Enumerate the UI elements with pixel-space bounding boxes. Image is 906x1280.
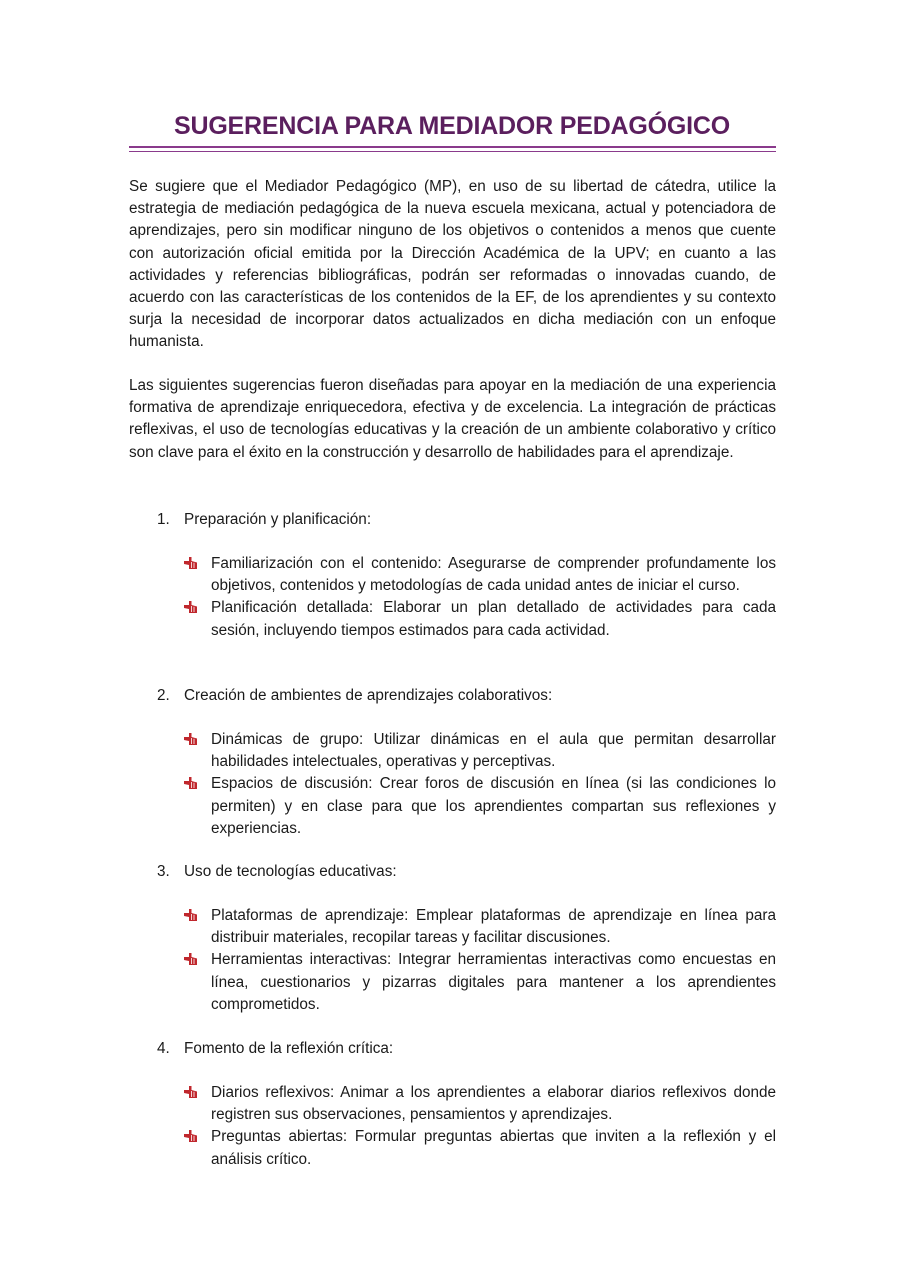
bullet-list (157, 905, 776, 1016)
title-rule-bottom (129, 151, 776, 152)
list-item-text: Preguntas abiertas: Formular preguntas abiertas que inviten a la reflexión y el análisis crítico. (211, 1128, 776, 1168)
list-item (157, 553, 776, 597)
title-rule-top (129, 146, 776, 148)
section-heading (157, 861, 776, 883)
hand-pointer-icon (183, 1085, 198, 1099)
hand-pointer-icon (183, 556, 198, 570)
section-tecnologias (157, 861, 776, 1016)
list-item-text: Espacios de discusión: Crear foros de discusión en línea (si las condiciones lo permiten) y en clase para que los aprendientes compartan sus reflexiones y experiencias. (211, 775, 776, 837)
list-item (157, 729, 776, 773)
hand-pointer-icon (183, 1129, 198, 1143)
list-item (157, 905, 776, 949)
section-reflexion (157, 1038, 776, 1171)
list-item (157, 949, 776, 1016)
list-item-text: Plataformas de aprendizaje: Emplear plataformas de aprendizaje en línea para distribuir materiales, recopilar tareas y facilitar discusiones. (211, 907, 776, 947)
context-paragraph: Las siguientes sugerencias fueron diseñadas para apoyar en la mediación de una experiencia formativa de aprendizaje enriquecedora, efectiva y de excelencia. La integración de prácticas reflexivas, el uso de tecnologías educativas y la creación de un ambiente colaborativo y crítico son clave para el éxito en la construcción y desarrollo de habilidades para el aprendizaje. (129, 377, 776, 461)
section-number: 3. (157, 863, 170, 880)
section-heading (157, 685, 776, 707)
hand-pointer-icon (183, 908, 198, 922)
intro-paragraph: Se sugiere que el Mediador Pedagógico (MP), en uso de su libertad de cátedra, utilice la estrategia de mediación pedagógica de la nueva escuela mexicana, actual y potenciadora de aprendizajes, pero sin modificar ninguno de los objetivos o contenidos a menos que cuente con autorización oficial emitida por la Dirección Académica de la UPV; en cuanto a las actividades y referencias bibliográficas, podrán ser reformadas o innovadas cuando, de acuerdo con las características de los contenidos de la EF, de los aprendientes y su contexto surja la necesidad de incorporar datos actualizados en dicha mediación con un enfoque humanista. (129, 178, 776, 351)
page-title: SUGERENCIA PARA MEDIADOR PEDAGÓGICO (173, 112, 730, 140)
section-title: Fomento de la reflexión crítica: (184, 1040, 394, 1057)
section-heading (157, 509, 776, 531)
section-title: Uso de tecnologías educativas: (184, 863, 397, 880)
section-title: Preparación y planificación: (184, 511, 372, 528)
list-item-text: Familiarización con el contenido: Asegurarse de comprender profundamente los objetivos, contenidos y metodologías de cada unidad antes de iniciar el curso. (211, 555, 776, 595)
list-item-text: Diarios reflexivos: Animar a los aprendientes a elaborar diarios reflexivos donde registren sus observaciones, pensamientos y aprendizajes. (211, 1084, 776, 1124)
list-item-text: Planificación detallada: Elaborar un plan detallado de actividades para cada sesión, incluyendo tiempos estimados para cada actividad. (211, 599, 776, 639)
section-ambientes (157, 685, 776, 840)
list-item-text: Herramientas interactivas: Integrar herramientas interactivas como encuestas en línea, cuestionarios y pizarras digitales para mantener a los aprendientes comprometidos. (211, 951, 776, 1013)
bullet-list (157, 729, 776, 840)
list-item (157, 597, 776, 641)
hand-pointer-icon (183, 952, 198, 966)
section-preparacion (157, 509, 776, 642)
hand-pointer-icon (183, 600, 198, 614)
section-title: Creación de ambientes de aprendizajes colaborativos: (184, 687, 553, 704)
section-heading (157, 1038, 776, 1060)
section-number: 2. (157, 687, 170, 704)
hand-pointer-icon (183, 776, 198, 790)
list-item-text: Dinámicas de grupo: Utilizar dinámicas en el aula que permitan desarrollar habilidades intelectuales, operativas y perceptivas. (211, 731, 776, 771)
list-item (157, 773, 776, 840)
list-item (157, 1126, 776, 1170)
bullet-list (157, 1082, 776, 1171)
list-item (157, 1082, 776, 1126)
section-number: 1. (157, 511, 170, 528)
section-number: 4. (157, 1040, 170, 1057)
hand-pointer-icon (183, 732, 198, 746)
bullet-list (157, 553, 776, 642)
